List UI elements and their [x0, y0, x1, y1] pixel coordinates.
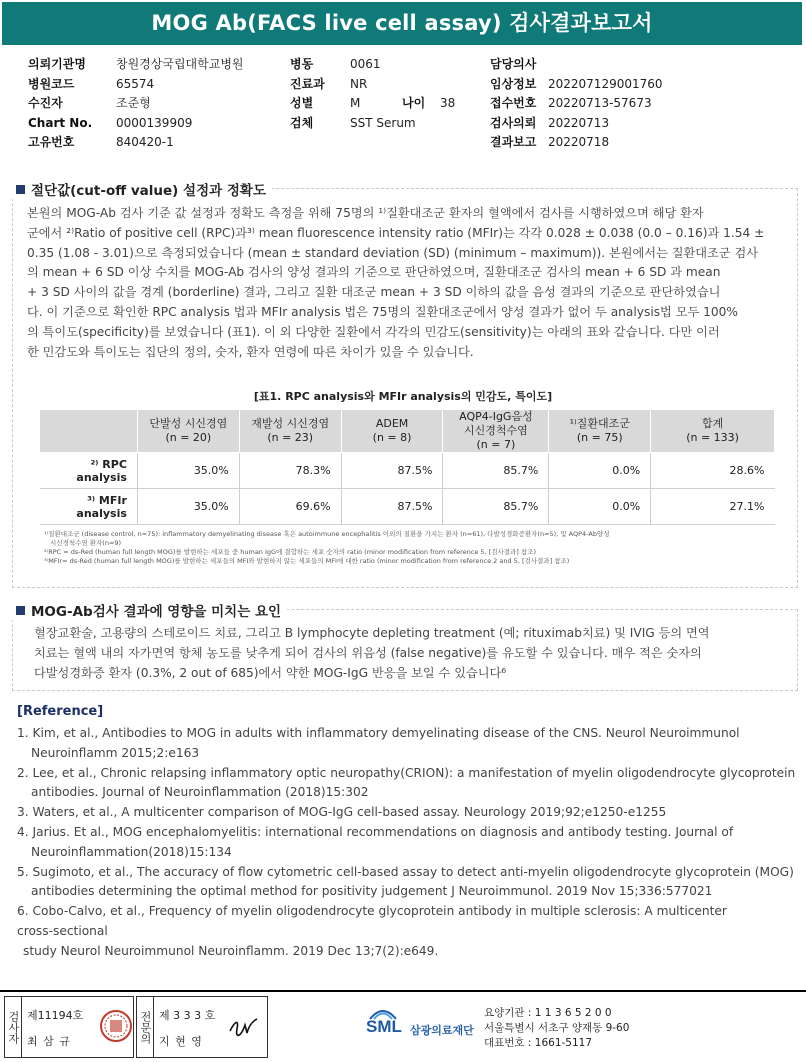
reference-line: 4. Jarius. Et al., MOG encephalomyelitis: international recommendations on diagnosis and antibody testing. Journal of [17, 824, 734, 839]
footer-divider [0, 990, 806, 992]
info-row: 병원코드 65574 [28, 76, 155, 91]
reference-line: Neuroinflamm 2015;2:e163 [31, 745, 200, 760]
examiner-name: 최 삼 규 [27, 1035, 71, 1048]
table-header: 단발성 시신경염 (n = 20) [137, 410, 239, 453]
table-row [40, 489, 775, 525]
specialist-license-no: 제 3 3 3 호 [159, 1009, 216, 1022]
row-label: ²⁾ RPC analysis [40, 453, 138, 489]
reference-line: antibodies determining the optimal method for positivity judgement J Neuroimmunol. 2019 Nov 15;336:577021 [31, 884, 713, 899]
table-header: 재발성 시신경염 (n = 23) [239, 410, 341, 453]
info-row: 담당의사 [490, 57, 537, 71]
table-cell: 78.3% [239, 453, 341, 489]
info-row: Chart No. 0000139909 [28, 115, 193, 130]
org-contact: 요양기관 : 1 1 3 6 5 2 0 0 서울특별시 서초구 양재동 9-60 대표번호 : 1661-5117 [484, 1007, 630, 1049]
specialist-vertical-label: 전문의 [137, 997, 154, 1057]
reference-line: 2. Lee, et al., Chronic relapsing inflammatory optic neuropathy(CRION): a manifestation of myelin oligodendrocyte glycoprotein [17, 765, 796, 780]
table-cell: 27.1% [651, 489, 775, 525]
table-header: ¹⁾질환대조군 (n = 75) [549, 410, 651, 453]
reference-line: 6. Cobo-Calvo, et al., Frequency of myelin oligodendrocyte glycoprotein antibody in multiple sclerosis: A multicenter [17, 904, 727, 919]
table-cell: 35.0% [137, 453, 239, 489]
table-cell: 87.5% [341, 453, 443, 489]
info-row: 의뢰기관명 창원경상국립대학교병원 [28, 57, 244, 71]
table-header: 합계 (n = 133) [651, 410, 775, 453]
reference-list [17, 724, 796, 962]
factors-section-title: MOG-Ab검사 결과에 영향을 미치는 요인 [12, 600, 287, 620]
info-row: 결과보고 20220718 [490, 135, 610, 149]
info-row: 고유번호 840420-1 [28, 135, 174, 149]
info-row: 진료과 NR [290, 76, 368, 91]
specialist-name: 지 현 영 [159, 1035, 203, 1048]
section-bullet-icon [16, 606, 25, 615]
report-title: MOG Ab(FACS live cell assay) 검사결과보고서 [2, 2, 802, 45]
reference-line: antibodies. Journal of Neuroinflammation (2018)15:302 [31, 785, 369, 800]
info-row: 검사의뢰 20220713 [490, 115, 610, 130]
reference-line: cross-sectional [17, 923, 108, 938]
section-bullet-icon [16, 185, 25, 194]
specialist-stamp [136, 996, 268, 1058]
table-caption: [표1. RPC analysis와 MFIr analysis의 민감도, 특이도] [253, 390, 553, 403]
reference-line: study Neurol Neuroimmunol Neuroinflamm. 2019 Dec 13;7(2):e649. [23, 943, 439, 958]
info-row: 수진자 조준형 [28, 96, 151, 110]
table-row [40, 453, 775, 489]
row-label: ³⁾ MFIr analysis [40, 489, 138, 525]
patient-info-col1 [28, 55, 244, 153]
table-header: AQP4-IgG음성 시신경척수염 (n = 7) [443, 410, 549, 453]
table-cell: 85.7% [443, 453, 549, 489]
info-row: 접수번호 20220713-57673 [490, 96, 652, 110]
table-header-row [40, 410, 775, 453]
table-cell: 35.0% [137, 489, 239, 525]
table-header: ADEM (n = 8) [341, 410, 443, 453]
table-cell: 0.0% [549, 489, 651, 525]
cutoff-section-title: 절단값(cut-off value) 설정과 정확도 [12, 179, 272, 199]
examiner-vertical-label: 검사자 [5, 997, 22, 1057]
reference-line: Neuroinflammation(2018)15:134 [31, 844, 232, 859]
info-row: 임상정보 202207129001760 [490, 76, 663, 91]
org-name: 삼광의료재단 [410, 1024, 474, 1037]
factors-paragraph: 혈장교환술, 고용량의 스테로이드 치료, 그리고 B lymphocyte depleting treatment (예; rituximab치료) 및 IVIG 등의 면역 치료는 혈액 내의 자가면역 항체 농도를 낮추게 되어 검사의 위음성 (false negative)를 유도할 수 있습니다. 매우 적은 숫자의 다발성경화증 환자 (0.3%, 2 out of 685)에서 약한 MOG-IgG 반응을 보일 수 있습니다⁶ [34, 626, 710, 680]
table-footnotes: ¹⁾질환대조군 (disease control, n=75): inflammatory demyelinating disease 혹은 autoimmune encephalitis 이외의 질환을 가지는 환자 (n=61), 다발성경화증환자(n=5), 및 AQP4-Ab양성 시신경척수염 환자(n=9) ²⁾RPC = ds-Red (human full length MOG)를 발현하는 세포들 중 human IgG에 결합하는 세포 숫자의 ratio (minor modification from reference 5, [검사결과] 참조) ³⁾MFIr= ds-Red (human full length MOG)를 발현하는 세포들의 MFI와 발현하지 않는 세포들의 MFI에 대한 ratio (minor modification from reference 2 and 5, [검사결과] 참조) [44, 530, 610, 565]
sensitivity-table [39, 409, 775, 525]
reference-line: 3. Waters, et al., A multicenter comparison of MOG-IgG cell-based assay. Neurology 2019;92;e1250-e1255 [17, 805, 667, 820]
patient-info-col2 [290, 55, 455, 133]
table-corner [40, 410, 138, 453]
table-cell: 87.5% [341, 489, 443, 525]
table-cell: 28.6% [651, 453, 775, 489]
info-row: 성별 M 나이 38 [290, 96, 456, 110]
reference-line: 1. Kim, et al., Antibodies to MOG in adults with inflammatory demyelinating disease of the CNS. Neurol Neuroimmunol [17, 726, 740, 740]
info-row: 검체 SST Serum [290, 115, 416, 130]
table-cell: 85.7% [443, 489, 549, 525]
table-cell: 69.6% [239, 489, 341, 525]
cutoff-paragraph: 본원의 MOG-Ab 검사 기준 값 설정과 정확도 측정을 위해 75명의 ¹⁾질환대조군 환자의 혈액에서 검사를 시행하였으며 해당 환자 군에서 ²⁾Ratio of positive cell (RPC)과³⁾ mean fluorescence intensity ratio (MFIr)는 각각 0.028 ± 0.038 (0.0 – 0.16)과 1.54 ± 0.35 (1.08 - 3.01)으로 측정되었습니다 (mean ± standard deviation (SD) (minimum – maximum)). 본원에서는 질환대조군 검사 의 mean + 6 SD 이상 수치를 MOG-Ab 검사의 양성 결과의 기준으로 판단하였으며, 질환대조군 검사의 mean + 6 SD 과 mean + 3 SD 사이의 값을 경계 (borderline) 결과, 그리고 질환 대조군 mean + 3 SD 이하의 값을 음성 결과의 기준으로 판단하였습니 다. 이 기준으로 확인한 RPC analysis 법과 MFIr analysis 법은 75명의 질환대조군에서 양성 결과가 없어 두 analysis법 모두 100% 의 특이도(specificity)를 보였습니다 (표1). 이 외 다양한 질환에서 각각의 민감도(sensitivity)는 아래의 표와 같습니다. 다만 이러 한 민감도와 특이도는 집단의 정의, 숫자, 환자 연령에 따른 차이가 있을 수 있습니다. [27, 206, 765, 359]
reference-line: 5. Sugimoto, et al., The accuracy of flow cytometric cell-based assay to detect anti-myelin oligodendrocyte glycoprotein (MOG) [17, 864, 794, 879]
examiner-stamp [4, 996, 134, 1058]
examiner-license-no: 제11194호 [27, 1009, 84, 1022]
reference-heading: [Reference] [17, 704, 104, 719]
red-seal-icon [99, 1008, 133, 1044]
signature-icon [227, 1011, 261, 1043]
logo-text: SML [366, 1017, 402, 1036]
table-cell: 0.0% [549, 453, 651, 489]
info-row: 병동 0061 [290, 57, 381, 71]
patient-info-col3 [490, 55, 663, 153]
